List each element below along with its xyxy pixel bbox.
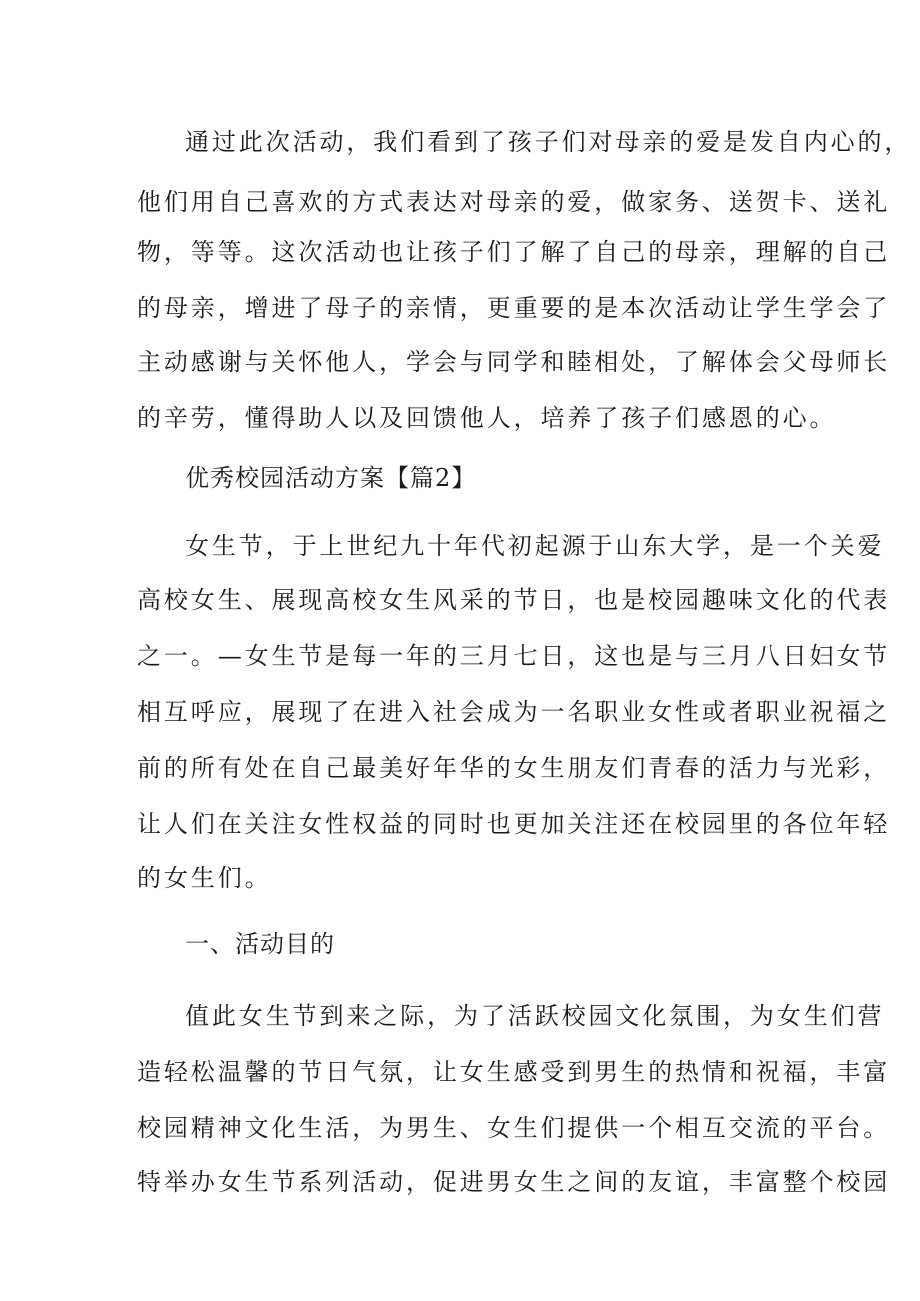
paragraph-2-line: 前的所有处在自己最美好年华的女生朋友们青春的活力与光彩， xyxy=(137,754,891,782)
subheading-activity-purpose: 一、活动目的 xyxy=(185,930,335,958)
paragraph-1-line: 主动感谢与关怀他人，学会与同学和睦相处，了解体会父母师长 xyxy=(137,348,891,376)
paragraph-2-line: 高校女生、展现高校女生风采的节日，也是校园趣味文化的代表 xyxy=(137,586,891,614)
paragraph-1-line: 的辛劳，懂得助人以及回馈他人，培养了孩子们感恩的心。 xyxy=(137,404,837,432)
paragraph-1-line: 的母亲，增进了母子的亲情，更重要的是本次活动让学生学会了 xyxy=(137,294,891,322)
paragraph-2-line: 的女生们。 xyxy=(137,864,272,892)
paragraph-3-line: 值此女生节到来之际，为了活跃校园文化氛围，为女生们营 xyxy=(185,1002,885,1030)
paragraph-1-line: 物，等等。这次活动也让孩子们了解了自己的母亲，理解的自己 xyxy=(137,238,891,266)
paragraph-3-line: 特举办女生节系列活动，促进男女生之间的友谊，丰富整个校园 xyxy=(137,1168,891,1196)
paragraph-2-line: 之一。—女生节是每一年的三月七日，这也是与三月八日妇女节 xyxy=(137,642,891,670)
paragraph-1-line: 他们用自己喜欢的方式表达对母亲的爱，做家务、送贺卡、送礼 xyxy=(137,188,891,216)
paragraph-3-line: 校园精神文化生活，为男生、女生们提供一个相互交流的平台。 xyxy=(137,1114,891,1142)
paragraph-2-line: 让人们在关注女性权益的同时也更加关注还在校园里的各位年轻 xyxy=(137,810,891,838)
paragraph-2-line: 女生节，于上世纪九十年代初起源于山东大学，是一个关爱 xyxy=(185,532,885,560)
paragraph-1-line: 通过此次活动，我们看到了孩子们对母亲的爱是发自内心的， xyxy=(185,128,912,156)
paragraph-3-line: 造轻松温馨的节日气氛，让女生感受到男生的热情和祝福，丰富 xyxy=(137,1058,891,1086)
section-heading: 优秀校园活动方案【篇2】 xyxy=(185,464,477,492)
paragraph-2-line: 相互呼应，展现了在进入社会成为一名职业女性或者职业祝福之 xyxy=(137,698,891,726)
